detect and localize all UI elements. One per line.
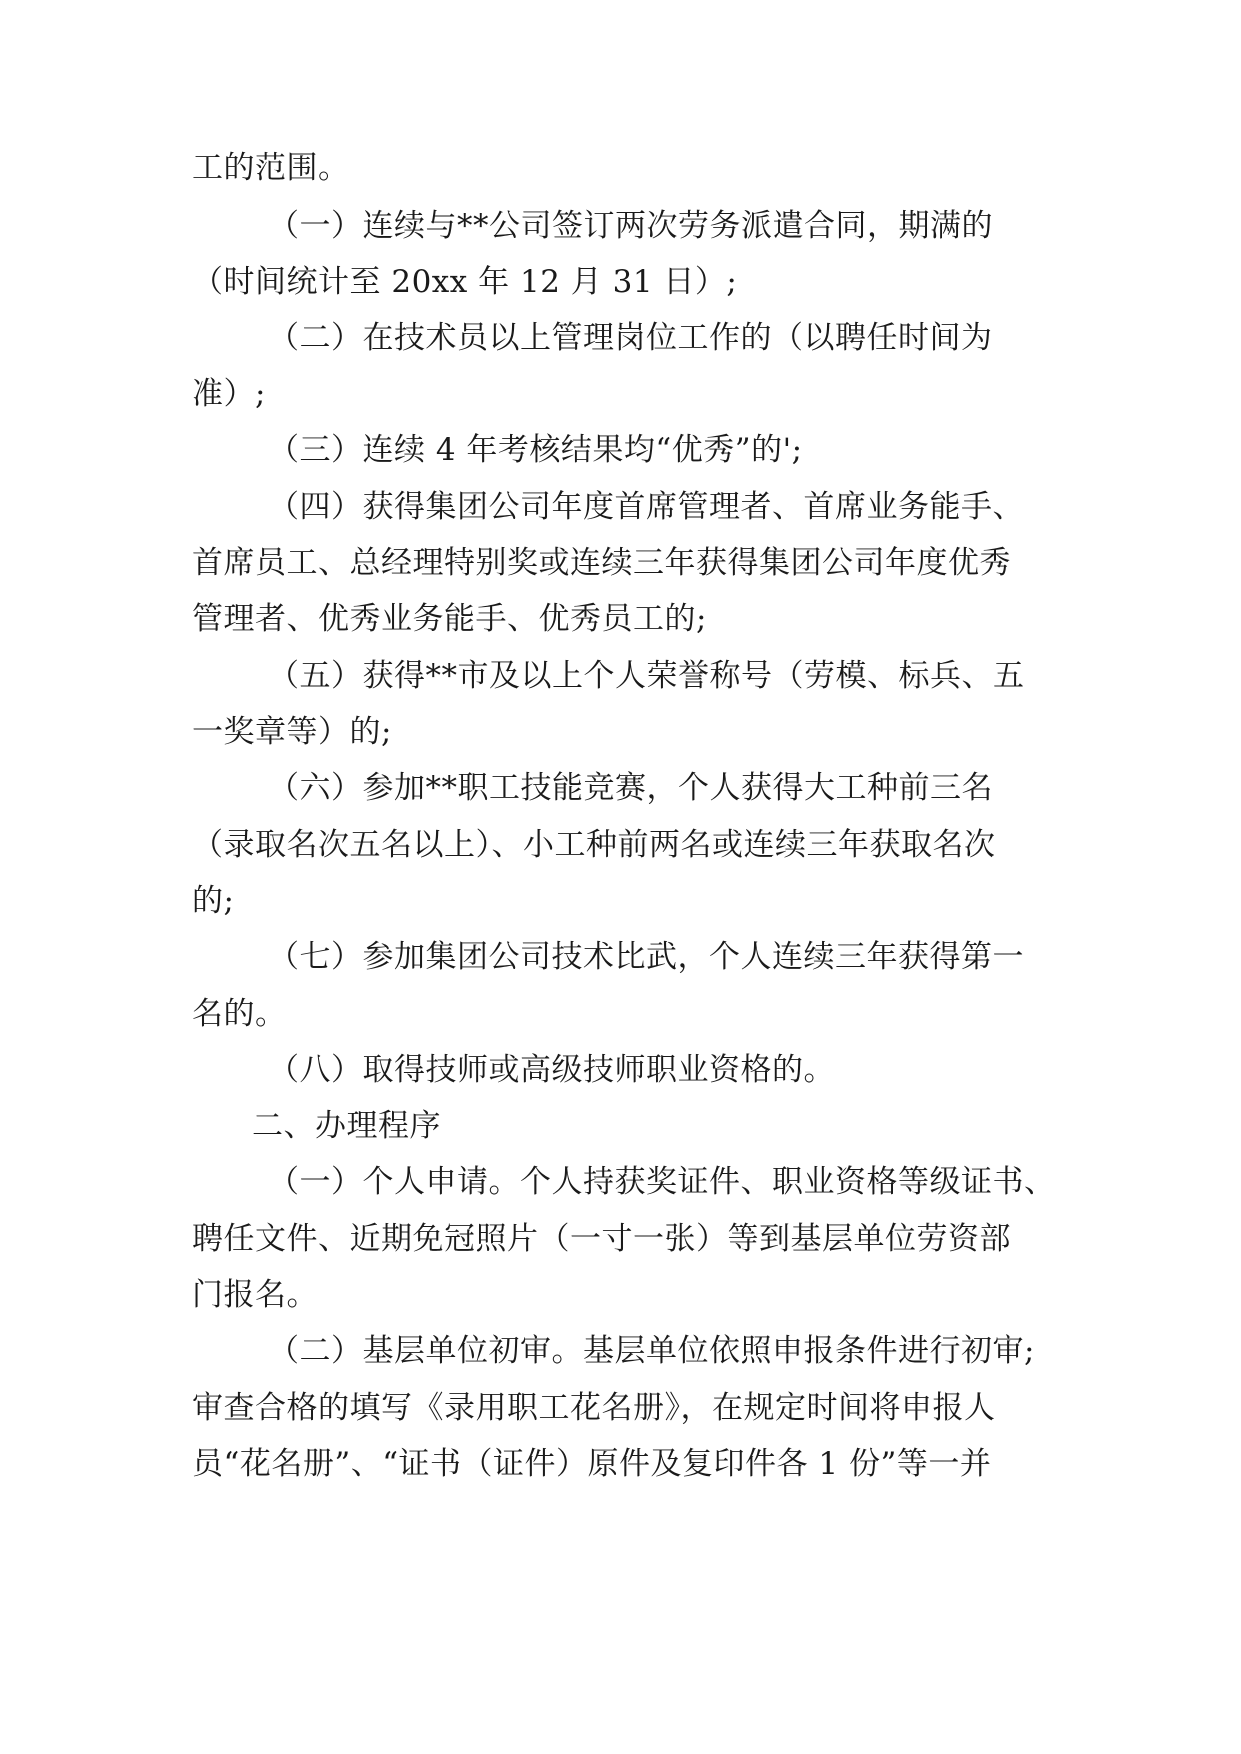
text-line: （四）获得集团公司年度首席管理者、首席业务能手、 — [268, 489, 1024, 525]
text-line: （七）参加集团公司技术比武，个人连续三年获得第一 — [268, 939, 1024, 975]
text-line: （五）获得**市及以上个人荣誉称号（劳模、标兵、五 — [268, 658, 1025, 694]
text-line: 的; — [192, 883, 235, 919]
text-line: （六）参加**职工技能竞赛，个人获得大工种前三名 — [268, 770, 993, 806]
text-line: （一）个人申请。个人持获奖证件、职业资格等级证书、 — [268, 1164, 1056, 1200]
text-line: 门报名。 — [192, 1277, 318, 1313]
text-line: 聘任文件、近期免冠照片（一寸一张）等到基层单位劳资部 — [192, 1221, 1011, 1257]
text-line: 管理者、优秀业务能手、优秀员工的; — [192, 601, 707, 637]
text-line: 工的范围。 — [192, 150, 350, 186]
text-line: 准）; — [192, 376, 266, 412]
text-line: （二）在技术员以上管理岗位工作的（以聘任时间为 — [268, 320, 993, 356]
text-line: （二）基层单位初审。基层单位依照申报条件进行初审; — [268, 1333, 1035, 1369]
text-line: （一）连续与**公司签订两次劳务派遣合同，期满的 — [268, 208, 993, 244]
section-heading: 二、办理程序 — [252, 1108, 441, 1144]
text-line: 名的。 — [192, 996, 287, 1032]
text-line: 员“花名册”、“证书（证件）原件及复印件各 1 份”等一并 — [192, 1446, 992, 1482]
text-line: 一奖章等）的; — [192, 714, 392, 750]
text-line: （时间统计至 20xx 年 12 月 31 日）; — [192, 264, 738, 300]
text-line: （三）连续 4 年考核结果均“优秀”的'; — [268, 432, 803, 468]
text-line: （录取名次五名以上）、小工种前两名或连续三年获取名次 — [192, 827, 996, 863]
text-line: 审查合格的填写《录用职工花名册》，在规定时间将申报人 — [192, 1390, 996, 1426]
text-line: （八）取得技师或高级技师职业资格的。 — [268, 1052, 835, 1088]
text-line: 首席员工、总经理特别奖或连续三年获得集团公司年度优秀 — [192, 545, 1011, 581]
